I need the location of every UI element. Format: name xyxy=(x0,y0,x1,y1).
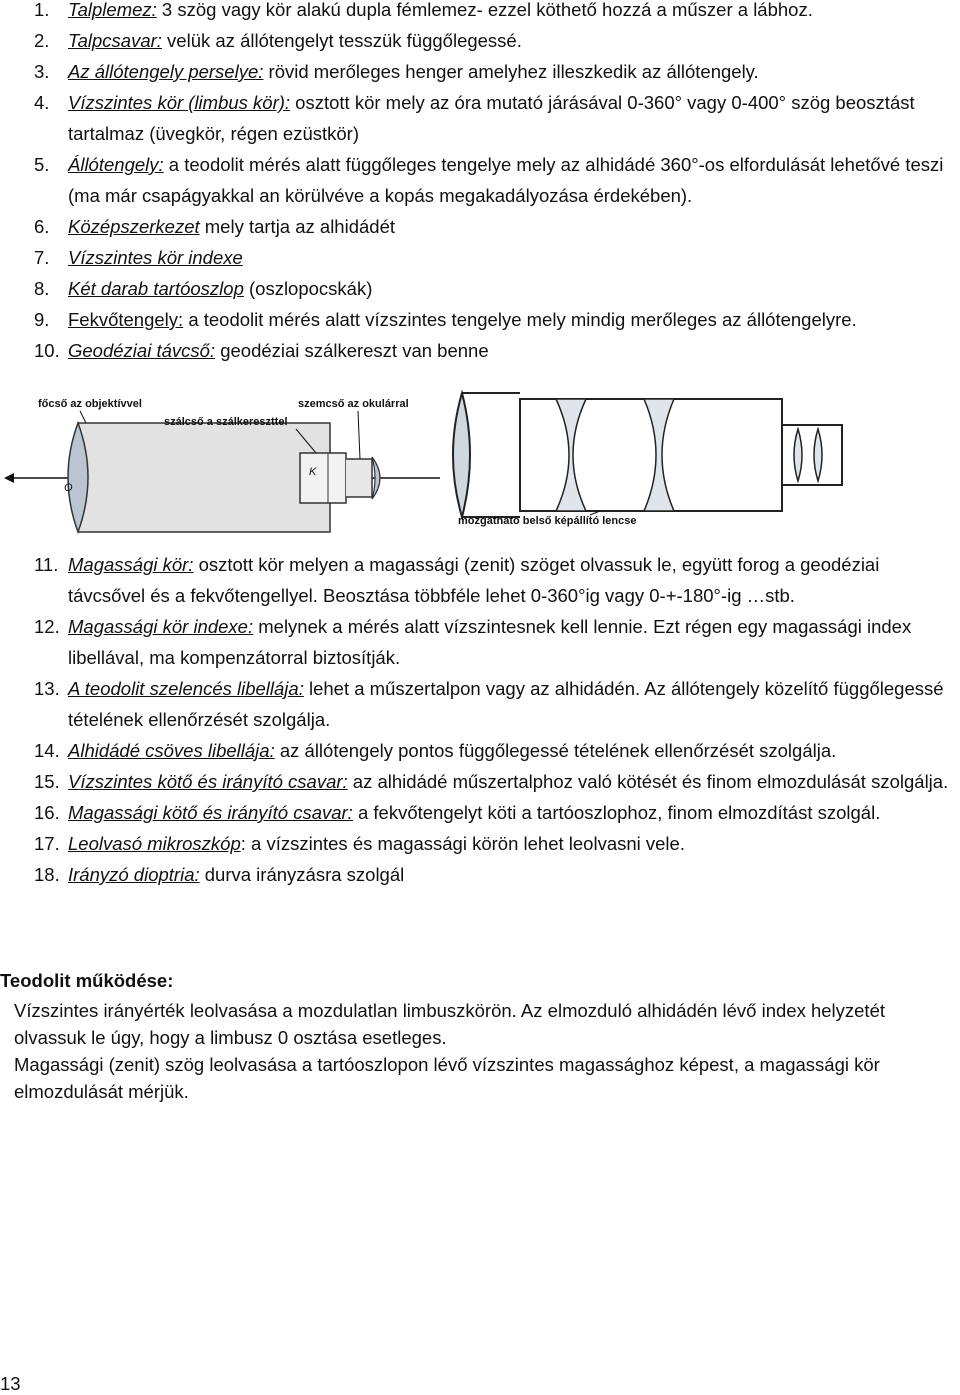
item-text: az alhidádé műszertalphoz való kötését és finom elmozdulását szolgálja. xyxy=(347,771,949,792)
rear-lens-2 xyxy=(814,429,822,481)
item-text: velük az állótengelyt tesszük függőlegessé. xyxy=(161,30,522,51)
item-term: Talpcsavar: xyxy=(68,30,162,51)
objective-tube xyxy=(78,423,330,532)
item-text: osztott kör mely az óra mutató járásával 0-360° vagy 0-400° szög beosztást tartalmaz (üvegkör, régen ezüstkör) xyxy=(68,92,915,144)
list-item xyxy=(34,0,960,25)
rear-tube xyxy=(782,425,842,485)
label-focusing-lens: mozgatható belső képállító lencse xyxy=(458,515,637,527)
list-item xyxy=(34,149,960,211)
item-term: Vízszintes kör (limbus kör): xyxy=(68,92,291,113)
list-item xyxy=(34,797,960,828)
item-term: Állótengely: xyxy=(68,154,164,175)
eyepiece-tube xyxy=(346,459,372,497)
rear-lens xyxy=(794,429,802,481)
item-term: Alhidádé csöves libellája: xyxy=(68,740,275,761)
item-term: Fekvőtengely: xyxy=(68,309,184,330)
list-item xyxy=(34,335,960,366)
item-number: 9. xyxy=(34,309,50,330)
item-term: A teodolit szelencés libellája: xyxy=(68,678,304,699)
item-text: mely tartja az alhidádét xyxy=(199,216,396,237)
item-term: Irányzó dioptria: xyxy=(68,864,200,885)
telescope-diagram xyxy=(0,385,960,535)
item-number: 10. xyxy=(34,340,60,361)
label-eyepiece: szemcső az okulárral xyxy=(298,398,409,410)
list-item xyxy=(34,304,960,335)
list-item xyxy=(34,673,960,735)
list-item xyxy=(34,25,960,56)
axis-arrowhead xyxy=(4,473,14,483)
item-term: Középszerkezet xyxy=(68,216,200,237)
component-list-bottom xyxy=(34,549,960,890)
paragraph-vertical-reading: Magassági (zenit) szög leolvasása a tartóoszlopon lévő vízszintes magassághoz képest, a magassági kör elmozdulását mérjük. xyxy=(14,1054,880,1102)
item-text: az állótengely pontos függőlegessé tételének ellenőrzését szolgálja. xyxy=(274,740,837,761)
item-text: : a vízszintes és magassági körön lehet leolvasni vele. xyxy=(240,833,685,854)
item-text: durva irányzásra szolgál xyxy=(199,864,405,885)
list-item xyxy=(34,828,960,859)
front-lens xyxy=(453,393,470,517)
list-item xyxy=(34,766,960,797)
item-number: 5. xyxy=(34,154,50,175)
list-item xyxy=(34,735,960,766)
paragraph-horizontal-reading: Vízszintes irányérték leolvasása a mozdulatlan limbuszkörön. Az elmozduló alhidádén lévő index helyzetét olvassuk le úgy, hogy a limbusz 0 osztása esetleges. xyxy=(14,1000,885,1048)
reticle-tube xyxy=(300,453,346,503)
item-number: 8. xyxy=(34,278,50,299)
item-text: rövid merőleges henger amelyhez illeszkedik az állótengely. xyxy=(263,61,759,82)
item-number: 3. xyxy=(34,61,50,82)
list-item xyxy=(34,611,960,673)
item-text: (oszlopocskák) xyxy=(243,278,373,299)
item-term: Magassági kötő és irányító csavar: xyxy=(68,802,353,823)
list-item xyxy=(34,549,960,611)
item-text: geodéziai szálkereszt van benne xyxy=(215,340,489,361)
item-number: 7. xyxy=(34,247,50,268)
label-k: K xyxy=(309,466,317,478)
item-text: melynek a mérés alatt vízszintesnek kell lennie. Ezt régen egy magassági index libellával, ma kompenzátorral biztosítják. xyxy=(68,616,912,668)
list-item xyxy=(34,56,960,87)
item-number: 12. xyxy=(34,616,60,637)
item-term: Geodéziai távcső: xyxy=(68,340,216,361)
component-list-top xyxy=(34,0,960,366)
section-title: Teodolit működése: xyxy=(0,970,174,991)
list-item xyxy=(34,242,960,273)
focusing-lens-1 xyxy=(556,399,586,511)
item-term: Két darab tartóoszlop xyxy=(68,278,244,299)
item-term: Az állótengely perselye: xyxy=(68,61,264,82)
item-number: 17. xyxy=(34,833,60,854)
page-number: 13 xyxy=(0,1373,21,1394)
list-item xyxy=(34,273,960,304)
item-number: 14. xyxy=(34,740,60,761)
item-text: a teodolit mérés alatt függőleges tengelye mely az alhidádé 360°-os elfordulását lehetővé teszi (ma már csapágyakkal an körülvéve a kopás megakadályozása érdekében). xyxy=(68,154,944,206)
label-reticle: szálcső a szálkereszttel xyxy=(164,416,288,428)
item-number: 6. xyxy=(34,216,50,237)
item-number: 4. xyxy=(34,92,50,113)
label-objective: főcső az objektívvel xyxy=(38,398,142,410)
item-text: osztott kör melyen a magassági (zenit) szöget olvassuk le, együtt forog a geodéziai távcsővel és a fekvőtengellyel. Beosztása többféle lehet 0-360°ig vagy 0-+-180°-ig …stb. xyxy=(68,554,880,606)
item-number: 15. xyxy=(34,771,60,792)
item-text: lehet a műszertalpon vagy az alhidádén. Az állótengely közelítő függőlegessé tételének ellenőrzését szolgálja. xyxy=(68,678,944,730)
item-term: Magassági kör indexe: xyxy=(68,616,254,637)
list-item xyxy=(34,87,960,149)
item-term: Talplemez: xyxy=(68,0,157,20)
item-number: 11. xyxy=(34,554,59,575)
item-number: 18. xyxy=(34,864,60,885)
list-item xyxy=(34,859,960,890)
item-number: 1. xyxy=(34,0,50,20)
focusing-lens-2 xyxy=(644,399,674,511)
item-term: Leolvasó mikroszkóp xyxy=(68,833,241,854)
item-term: Vízszintes kötő és irányító csavar: xyxy=(68,771,348,792)
item-text: a fekvőtengelyt köti a tartóoszlophoz, finom elmozdítást szolgál. xyxy=(352,802,881,823)
item-text: a teodolit mérés alatt vízszintes tengelye mely mindig merőleges az állótengelyre. xyxy=(183,309,857,330)
label-o: O xyxy=(64,482,73,494)
item-number: 2. xyxy=(34,30,50,51)
item-term: Magassági kör: xyxy=(68,554,194,575)
item-term: Vízszintes kör indexe xyxy=(68,247,243,268)
item-number: 16. xyxy=(34,802,60,823)
item-text: 3 szög vagy kör alakú dupla fémlemez- ezzel köthető hozzá a műszer a lábhoz. xyxy=(156,0,813,20)
list-item xyxy=(34,211,960,242)
item-number: 13. xyxy=(34,678,60,699)
